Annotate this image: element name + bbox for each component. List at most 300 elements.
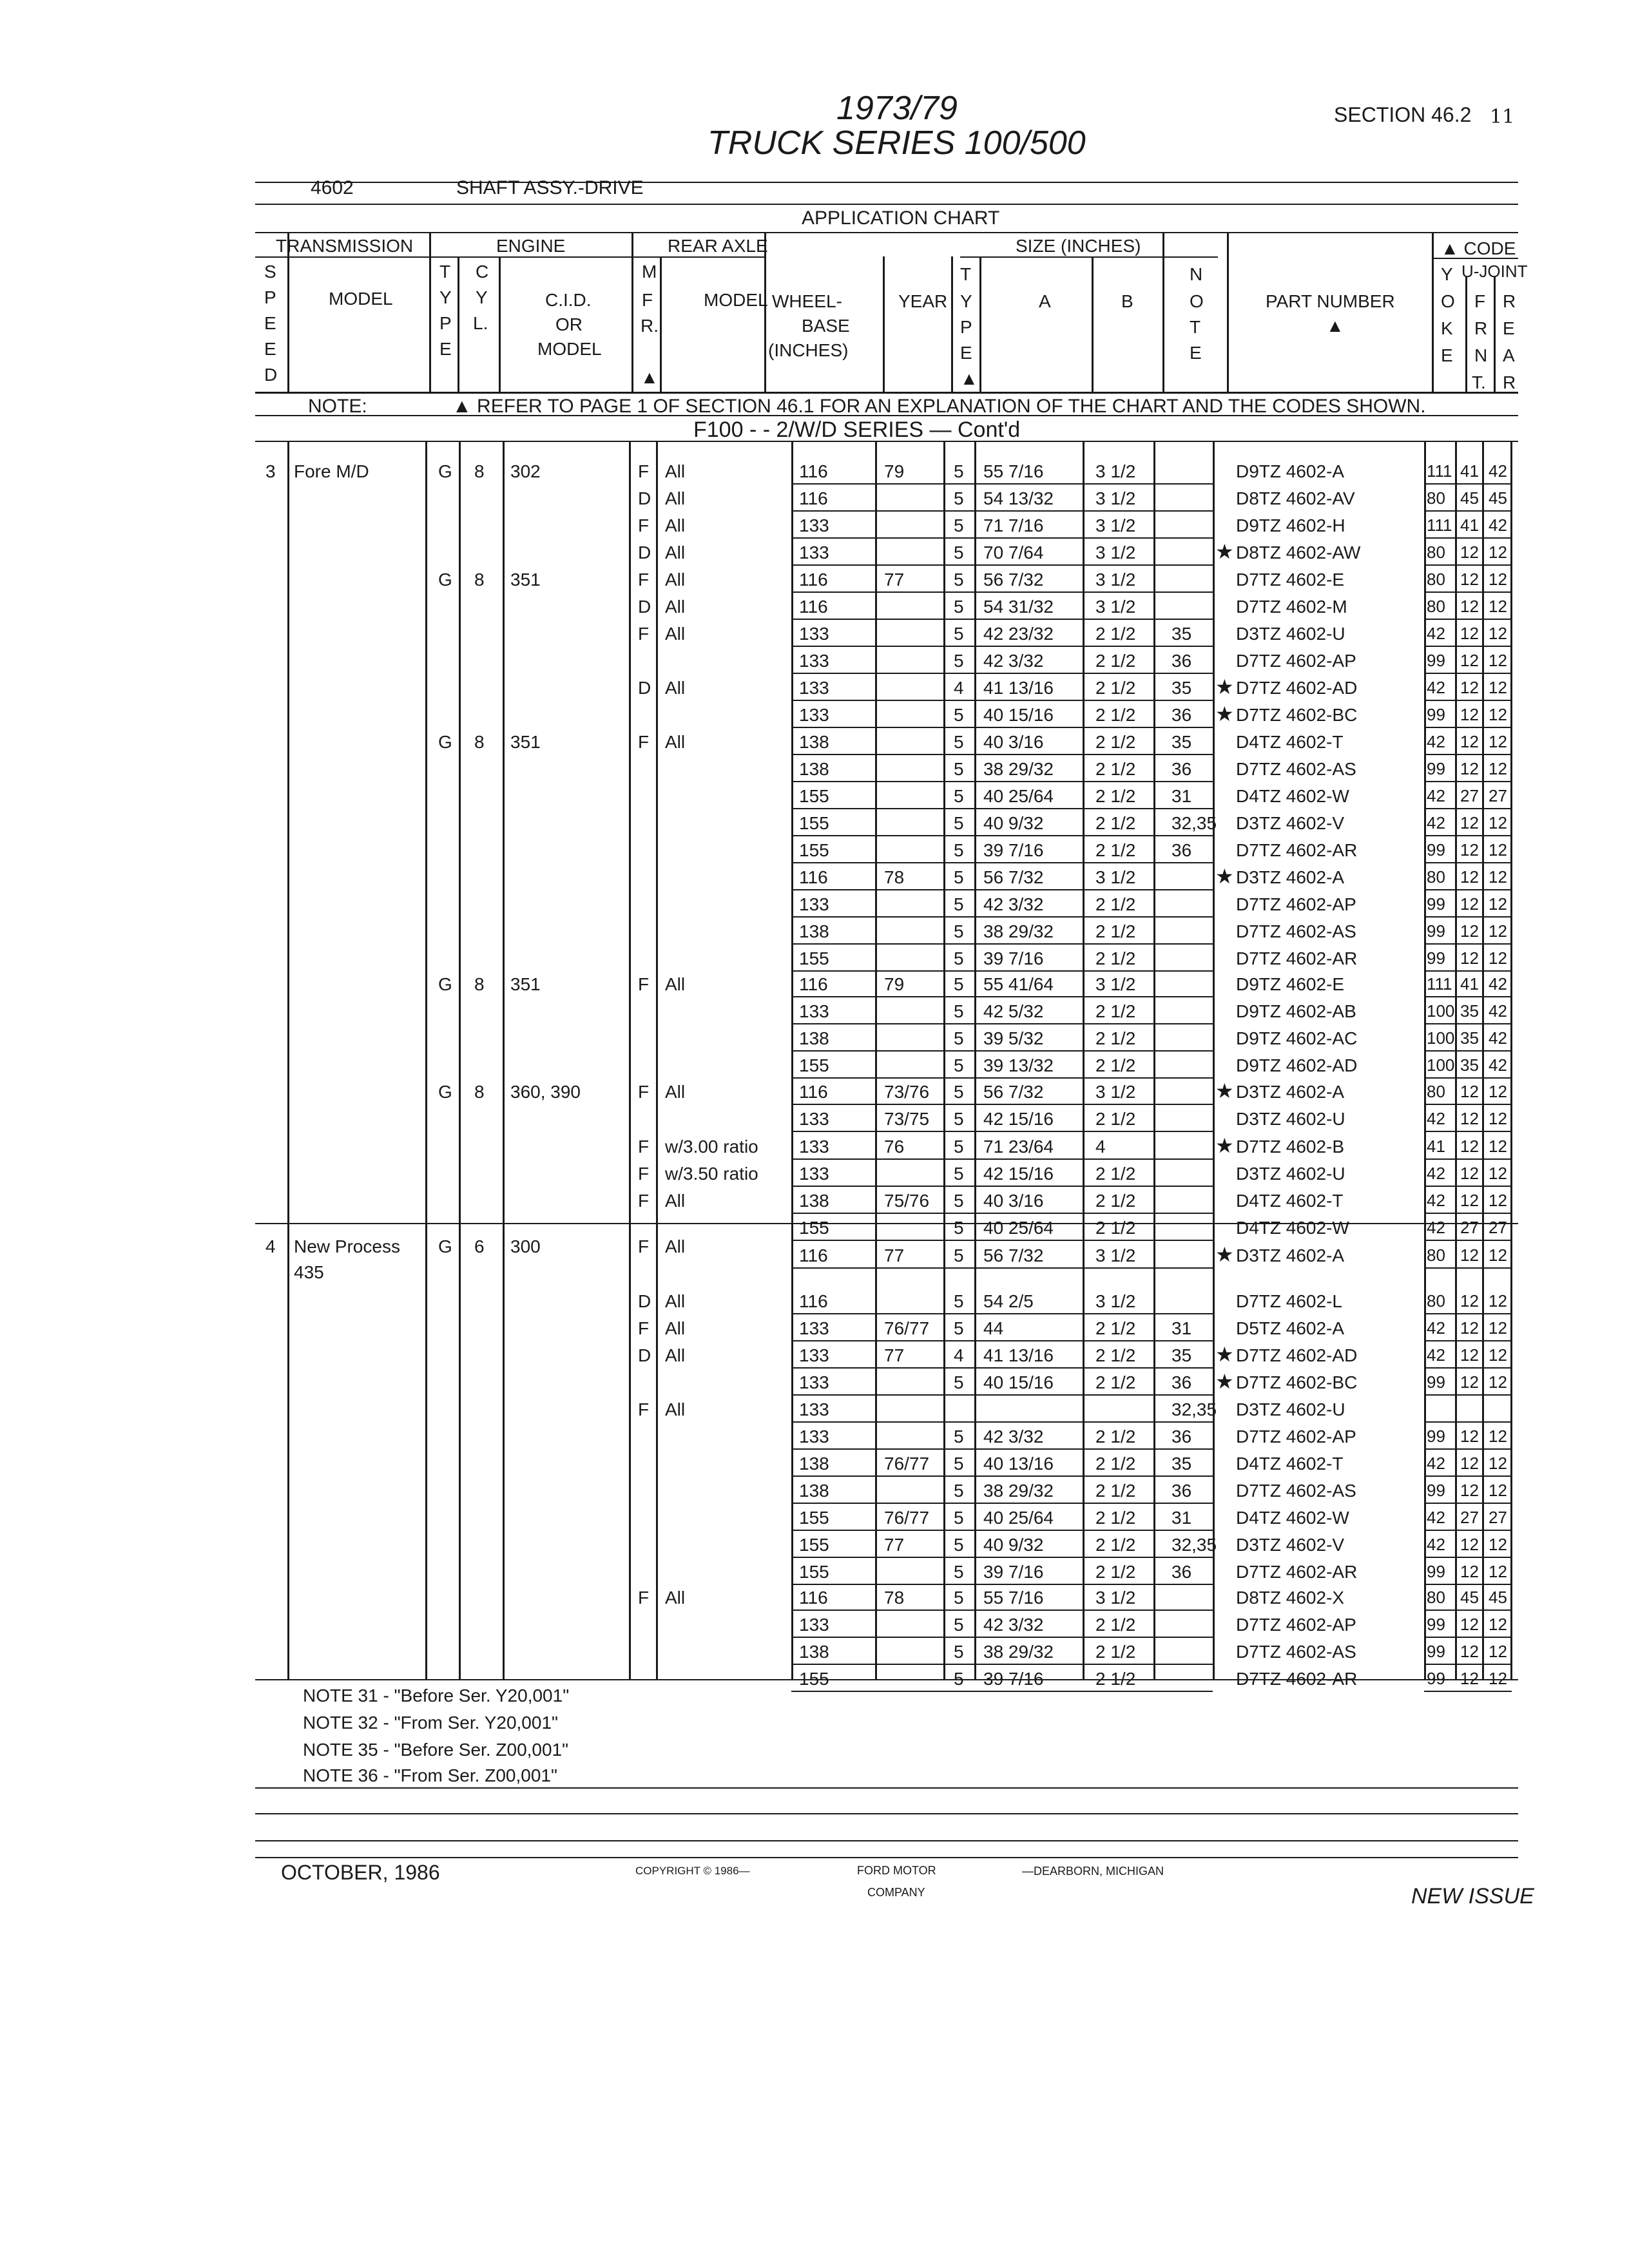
row-rule xyxy=(791,808,1213,809)
dimension-a: 55 7/16 xyxy=(983,1588,1044,1608)
row-rule xyxy=(791,1267,1213,1269)
axle-model: All xyxy=(665,1399,686,1419)
part-number: D7TZ 4602-B xyxy=(1236,1137,1345,1157)
type-value: 5 xyxy=(954,1318,964,1338)
rear-code: 12 xyxy=(1489,1191,1507,1210)
part-number: D7TZ 4602-AD xyxy=(1236,678,1358,698)
speed-letter: P xyxy=(264,287,276,307)
axle-model: w/3.00 ratio xyxy=(665,1137,758,1157)
type-value: 5 xyxy=(954,867,964,887)
rear-code: 12 xyxy=(1489,1669,1507,1688)
table-line xyxy=(1213,441,1215,1679)
front-code: 35 xyxy=(1460,1055,1479,1075)
dimension-b: 2 1/2 xyxy=(1095,1001,1136,1021)
wheelbase-value: 133 xyxy=(799,543,829,562)
note-letter: N xyxy=(1190,264,1203,284)
dimension-b: 2 1/2 xyxy=(1095,732,1136,752)
rear-letter: A xyxy=(1503,345,1515,365)
dimension-b: 3 1/2 xyxy=(1095,488,1136,508)
type-value: 5 xyxy=(954,597,964,617)
front-code: 12 xyxy=(1460,1245,1479,1265)
yoke-code: 99 xyxy=(1427,1615,1445,1634)
part-number: D8TZ 4602-AV xyxy=(1236,488,1355,508)
wheelbase-value: 133 xyxy=(799,705,829,725)
footnote: NOTE 35 - "Before Ser. Z00,001" xyxy=(303,1740,569,1760)
note-value: 35 xyxy=(1171,732,1192,752)
rear-code: 12 xyxy=(1489,1137,1507,1156)
speed-letter: S xyxy=(264,262,276,282)
front-code: 12 xyxy=(1460,1109,1479,1128)
part-number: D3TZ 4602-V xyxy=(1236,813,1345,833)
row-rule xyxy=(1424,808,1512,809)
front-code: 12 xyxy=(1460,1427,1479,1446)
wheelbase-value: 133 xyxy=(799,1137,829,1157)
dimension-b: 2 1/2 xyxy=(1095,786,1136,806)
footnote: NOTE 31 - "Before Ser. Y20,001" xyxy=(303,1686,570,1706)
row-rule xyxy=(1424,1637,1512,1638)
year-value: 78 xyxy=(884,867,905,887)
year-value: 77 xyxy=(884,1345,905,1365)
mfr-marker: ▲ xyxy=(641,367,659,387)
yoke-code: 42 xyxy=(1427,678,1445,697)
engine-cid: 351 xyxy=(510,570,541,590)
rear-code: 45 xyxy=(1489,488,1507,508)
table-rule xyxy=(255,232,1518,233)
part-group-number: 4602 xyxy=(311,177,354,198)
rear-code: 12 xyxy=(1489,705,1507,724)
row-rule xyxy=(1424,1131,1512,1132)
axle-model: All xyxy=(665,974,686,994)
table-line xyxy=(943,441,945,1679)
dimension-b: 2 1/2 xyxy=(1095,1615,1136,1635)
dimension-a: 39 13/32 xyxy=(983,1055,1054,1075)
engine-cid: 300 xyxy=(510,1236,541,1256)
type-letter: P xyxy=(960,317,972,337)
rear-code: 27 xyxy=(1489,1508,1507,1527)
row-rule xyxy=(791,1637,1213,1638)
rear-letter: R xyxy=(1503,291,1516,311)
front-letter: F xyxy=(1474,291,1486,311)
wheelbase-value: 155 xyxy=(799,1055,829,1075)
part-number: D4TZ 4602-T xyxy=(1236,732,1344,752)
front-code: 12 xyxy=(1460,1345,1479,1365)
dimension-a: 70 7/64 xyxy=(983,543,1044,562)
year-value: 73/76 xyxy=(884,1082,930,1102)
speed-letter: E xyxy=(264,339,276,359)
dimension-b: 2 1/2 xyxy=(1095,1642,1136,1662)
rear-code: 42 xyxy=(1489,515,1507,535)
part-number: D9TZ 4602-AB xyxy=(1236,1001,1356,1021)
axle-mfr: D xyxy=(638,1345,651,1365)
cid-header: MODEL xyxy=(537,339,602,359)
wheelbase-value: 116 xyxy=(799,597,828,617)
dimension-b: 2 1/2 xyxy=(1095,948,1136,968)
yoke-code: 100 xyxy=(1427,1001,1455,1021)
type-value: 5 xyxy=(954,624,964,644)
row-rule xyxy=(1424,673,1512,674)
wheelbase-value: 133 xyxy=(799,1345,829,1365)
table-line xyxy=(791,441,793,1679)
note-letter: T xyxy=(1190,317,1201,337)
note-value: 32,35 xyxy=(1171,813,1217,833)
type-value: 5 xyxy=(954,974,964,994)
rear-code: 45 xyxy=(1489,1588,1507,1607)
yoke-code: 100 xyxy=(1427,1028,1455,1048)
dimension-a: 39 7/16 xyxy=(983,1562,1044,1582)
yoke-code: 99 xyxy=(1427,1427,1445,1446)
dimension-b: 2 1/2 xyxy=(1095,921,1136,941)
axle-model-header: MODEL xyxy=(704,290,768,310)
axle-mfr: F xyxy=(638,732,650,752)
row-rule xyxy=(1424,1213,1512,1214)
yoke-letter: K xyxy=(1441,318,1453,338)
dimension-a: 42 3/32 xyxy=(983,894,1044,914)
part-number: D4TZ 4602-T xyxy=(1236,1191,1344,1211)
part-number: D7TZ 4602-AS xyxy=(1236,1642,1356,1662)
row-rule xyxy=(791,619,1213,620)
part-number: D8TZ 4602-AW xyxy=(1236,543,1361,562)
b-header: B xyxy=(1121,291,1133,311)
rear-code: 12 xyxy=(1489,624,1507,643)
dimension-a: 38 29/32 xyxy=(983,1642,1054,1662)
wheelbase-value: 133 xyxy=(799,1318,829,1338)
dimension-a: 42 3/32 xyxy=(983,1427,1044,1446)
wheelbase-value: 133 xyxy=(799,651,829,671)
table-rule xyxy=(960,256,1218,258)
axle-model: All xyxy=(665,488,686,508)
type-value: 5 xyxy=(954,1055,964,1075)
dimension-a: 40 25/64 xyxy=(983,1218,1054,1238)
mfr-letter: R. xyxy=(641,316,659,336)
star-icon: ★ xyxy=(1215,1370,1234,1393)
front-code: 12 xyxy=(1460,543,1479,562)
row-rule xyxy=(1424,727,1512,728)
dimension-a: 39 7/16 xyxy=(983,1669,1044,1689)
table-line xyxy=(1083,441,1084,1679)
table-line xyxy=(875,441,877,1679)
row-rule xyxy=(791,1050,1213,1052)
type-value: 5 xyxy=(954,948,964,968)
wheelbase-value: 133 xyxy=(799,1164,829,1184)
cyl-letter: Y xyxy=(476,287,488,307)
cid-header: C.I.D. xyxy=(545,290,592,310)
table-line xyxy=(1432,232,1434,392)
dimension-b: 3 1/2 xyxy=(1095,597,1136,617)
star-icon: ★ xyxy=(1215,865,1234,888)
dimension-a: 40 13/16 xyxy=(983,1454,1054,1474)
yoke-code: 80 xyxy=(1427,570,1445,589)
cyl-letter: L. xyxy=(473,313,488,333)
dimension-b: 2 1/2 xyxy=(1095,894,1136,914)
wheelbase-value: 133 xyxy=(799,1399,829,1419)
rear-code: 12 xyxy=(1489,1642,1507,1661)
wheelbase-value: 133 xyxy=(799,1109,829,1129)
table-line xyxy=(1494,277,1496,392)
table-line xyxy=(660,256,662,392)
yoke-code: 80 xyxy=(1427,488,1445,508)
table-line xyxy=(1162,232,1164,392)
row-rule xyxy=(791,1186,1213,1187)
rear-code: 12 xyxy=(1489,1109,1507,1128)
front-code: 12 xyxy=(1460,1642,1479,1661)
type-value: 5 xyxy=(954,1164,964,1184)
front-code: 27 xyxy=(1460,1508,1479,1527)
rear-code: 42 xyxy=(1489,1055,1507,1075)
axle-model: All xyxy=(665,543,686,562)
transmission-model: 435 xyxy=(294,1262,324,1282)
table-line xyxy=(1092,256,1094,392)
type-letter: Y xyxy=(960,291,972,311)
part-number: D9TZ 4602-AC xyxy=(1236,1028,1358,1048)
dimension-b: 2 1/2 xyxy=(1095,624,1136,644)
part-number: D9TZ 4602-H xyxy=(1236,515,1345,535)
dimension-b: 2 1/2 xyxy=(1095,1055,1136,1075)
front-code: 27 xyxy=(1460,786,1479,805)
row-rule xyxy=(791,835,1213,836)
footer-company: FORD MOTOR xyxy=(857,1864,936,1877)
yoke-code: 99 xyxy=(1427,1372,1445,1392)
row-rule xyxy=(791,1367,1213,1369)
type-value: 5 xyxy=(954,543,964,562)
axle-model: All xyxy=(665,1318,686,1338)
type-value: 5 xyxy=(954,1137,964,1157)
row-rule xyxy=(791,673,1213,674)
row-rule xyxy=(1424,1313,1512,1314)
wheelbase-value: 133 xyxy=(799,1001,829,1021)
row-rule xyxy=(791,1448,1213,1450)
dimension-a: 54 2/5 xyxy=(983,1291,1034,1311)
part-number: D3TZ 4602-U xyxy=(1236,1109,1345,1129)
front-code: 12 xyxy=(1460,1669,1479,1688)
rule xyxy=(255,204,1518,205)
part-number: D3TZ 4602-A xyxy=(1236,1245,1345,1265)
engine-cid: 302 xyxy=(510,461,541,481)
rear-code: 12 xyxy=(1489,1535,1507,1554)
yoke-code: 42 xyxy=(1427,1109,1445,1128)
row-rule xyxy=(791,1158,1213,1160)
type-value: 5 xyxy=(954,1481,964,1501)
axle-mfr: F xyxy=(638,624,650,644)
row-rule xyxy=(1424,1503,1512,1504)
part-number: D7TZ 4602-AS xyxy=(1236,921,1356,941)
row-rule xyxy=(1424,1023,1512,1024)
table-line xyxy=(1510,441,1512,1679)
rear-code: 12 xyxy=(1489,651,1507,670)
note-text: ▲ REFER TO PAGE 1 OF SECTION 46.1 FOR AN EXPLANATION OF THE CHART AND THE CODES SHOWN. xyxy=(452,396,1426,417)
rear-code: 12 xyxy=(1489,732,1507,751)
yoke-code: 99 xyxy=(1427,1562,1445,1581)
note-value: 36 xyxy=(1171,651,1192,671)
axle-mfr: F xyxy=(638,570,650,590)
dimension-b: 2 1/2 xyxy=(1095,1481,1136,1501)
note-value: 31 xyxy=(1171,1318,1192,1338)
rear-code: 12 xyxy=(1489,1481,1507,1500)
front-code: 12 xyxy=(1460,1615,1479,1634)
yoke-code: 99 xyxy=(1427,921,1445,941)
part-number: D3TZ 4602-U xyxy=(1236,624,1345,644)
row-rule xyxy=(1424,1340,1512,1341)
wheelbase-value: 133 xyxy=(799,624,829,644)
dimension-b: 2 1/2 xyxy=(1095,1427,1136,1446)
axle-model: All xyxy=(665,732,686,752)
type-value: 5 xyxy=(954,759,964,779)
rear-code: 42 xyxy=(1489,461,1507,481)
dimension-b: 2 1/2 xyxy=(1095,840,1136,860)
wheelbase-value: 133 xyxy=(799,678,829,698)
dimension-a: 55 41/64 xyxy=(983,974,1054,994)
axle-mfr: F xyxy=(638,461,650,481)
rear-code: 12 xyxy=(1489,1318,1507,1338)
part-number: D9TZ 4602-AD xyxy=(1236,1055,1358,1075)
row-rule xyxy=(1424,970,1512,972)
dimension-b: 2 1/2 xyxy=(1095,1454,1136,1474)
star-icon: ★ xyxy=(1215,1134,1234,1157)
engine-header: ENGINE xyxy=(496,236,566,256)
front-code: 12 xyxy=(1460,1562,1479,1581)
engine-type: G xyxy=(438,570,452,590)
note-value: 35 xyxy=(1171,678,1192,698)
dimension-a: 42 3/32 xyxy=(983,1615,1044,1635)
front-code: 12 xyxy=(1460,948,1479,968)
axle-mfr: F xyxy=(638,974,650,994)
yoke-code: 80 xyxy=(1427,597,1445,616)
mfr-letter: M xyxy=(642,262,657,282)
yoke-code: 42 xyxy=(1427,1454,1445,1473)
table-line xyxy=(458,256,459,392)
axle-model: All xyxy=(665,570,686,590)
rear-code: 12 xyxy=(1489,813,1507,832)
rear-code: 12 xyxy=(1489,1562,1507,1581)
dimension-a: 44 xyxy=(983,1318,1004,1338)
note-value: 36 xyxy=(1171,1562,1192,1582)
front-code: 12 xyxy=(1460,624,1479,643)
dimension-b: 3 1/2 xyxy=(1095,1588,1136,1608)
axle-mfr: F xyxy=(638,1191,650,1211)
wheelbase-value: 155 xyxy=(799,786,829,806)
yoke-code: 42 xyxy=(1427,1508,1445,1527)
dimension-b: 2 1/2 xyxy=(1095,1191,1136,1211)
type-value: 5 xyxy=(954,1427,964,1446)
row-rule xyxy=(1424,483,1512,485)
section-number: SECTION 46.2 xyxy=(1334,103,1472,126)
row-rule xyxy=(791,996,1213,997)
front-code: 45 xyxy=(1460,488,1479,508)
dimension-b: 2 1/2 xyxy=(1095,1318,1136,1338)
row-rule xyxy=(1424,1267,1512,1269)
dimension-a: 56 7/32 xyxy=(983,867,1044,887)
part-number: D4TZ 4602-W xyxy=(1236,1508,1349,1528)
part-number: D7TZ 4602-AD xyxy=(1236,1345,1358,1365)
table-line xyxy=(1455,441,1457,1679)
wheelbase-value: 155 xyxy=(799,813,829,833)
rear-code: 12 xyxy=(1489,1372,1507,1392)
row-rule xyxy=(1424,1186,1512,1187)
part-number: D7TZ 4602-M xyxy=(1236,597,1347,617)
part-number: D7TZ 4602-AR xyxy=(1236,948,1358,968)
table-line xyxy=(974,441,976,1679)
dimension-a: 54 13/32 xyxy=(983,488,1054,508)
dimension-a: 42 15/16 xyxy=(983,1164,1054,1184)
type-letter: T xyxy=(439,262,451,282)
mfr-letter: F xyxy=(642,290,653,310)
row-rule xyxy=(1424,1691,1512,1692)
table-line xyxy=(951,256,953,392)
yoke-code: 42 xyxy=(1427,1535,1445,1554)
front-code: 12 xyxy=(1460,1454,1479,1473)
footnote: NOTE 32 - "From Ser. Y20,001" xyxy=(303,1713,558,1733)
type-value: 5 xyxy=(954,813,964,833)
rear-code: 12 xyxy=(1489,597,1507,616)
footer-company: COMPANY xyxy=(867,1886,925,1899)
type-value: 5 xyxy=(954,705,964,725)
axle-mfr: F xyxy=(638,1318,650,1338)
part-number: D7TZ 4602-AR xyxy=(1236,1562,1358,1582)
row-rule xyxy=(1424,862,1512,863)
footer-location: —DEARBORN, MICHIGAN xyxy=(1022,1865,1164,1878)
type-letter: E xyxy=(439,339,452,359)
dimension-b: 2 1/2 xyxy=(1095,813,1136,833)
front-code: 12 xyxy=(1460,840,1479,860)
yoke-code: 42 xyxy=(1427,1318,1445,1338)
dimension-a: 56 7/32 xyxy=(983,570,1044,590)
front-code: 12 xyxy=(1460,1318,1479,1338)
rear-code: 12 xyxy=(1489,1427,1507,1446)
part-number: D7TZ 4602-BC xyxy=(1236,1372,1358,1392)
table-line xyxy=(425,441,427,1679)
note-value: 36 xyxy=(1171,1372,1192,1392)
dimension-b: 2 1/2 xyxy=(1095,1109,1136,1129)
wheelbase-value: 133 xyxy=(799,1427,829,1446)
wheelbase-value: 138 xyxy=(799,1028,829,1048)
axle-model: All xyxy=(665,461,686,481)
front-code: 12 xyxy=(1460,1191,1479,1210)
part-number: D7TZ 4602-AP xyxy=(1236,894,1356,914)
footer-copyright: COPYRIGHT © 1986— xyxy=(635,1865,750,1877)
type-value: 5 xyxy=(954,461,964,481)
rear-code: 12 xyxy=(1489,678,1507,697)
wheelbase-value: 116 xyxy=(799,488,828,508)
series-heading: F100 - - 2/W/D SERIES — Cont'd xyxy=(693,418,1021,442)
dimension-a: 71 23/64 xyxy=(983,1137,1054,1157)
row-rule xyxy=(1424,781,1512,782)
year-value: 76/77 xyxy=(884,1318,930,1338)
row-rule xyxy=(1424,646,1512,647)
axle-model: All xyxy=(665,1236,686,1256)
type-value: 5 xyxy=(954,1028,964,1048)
wheelbase-value: 155 xyxy=(799,840,829,860)
wheelbase-value: 155 xyxy=(799,948,829,968)
type-value: 5 xyxy=(954,1535,964,1555)
dimension-a: 40 15/16 xyxy=(983,705,1054,725)
wheelbase-value: 116 xyxy=(799,1291,828,1311)
type-value: 5 xyxy=(954,1669,964,1689)
star-icon: ★ xyxy=(1215,1079,1234,1102)
yoke-code: 80 xyxy=(1427,1588,1445,1607)
axle-model: All xyxy=(665,597,686,617)
dimension-b: 2 1/2 xyxy=(1095,1508,1136,1528)
axle-model: All xyxy=(665,515,686,535)
dimension-b: 3 1/2 xyxy=(1095,867,1136,887)
wheelbase-value: 116 xyxy=(799,867,828,887)
front-code: 12 xyxy=(1460,651,1479,670)
yoke-code: 42 xyxy=(1427,786,1445,805)
front-code: 12 xyxy=(1460,1372,1479,1392)
wheelbase-value: 138 xyxy=(799,1642,829,1662)
dimension-b: 2 1/2 xyxy=(1095,1535,1136,1555)
part-number-marker: ▲ xyxy=(1326,316,1344,336)
row-rule xyxy=(791,1557,1213,1558)
row-rule xyxy=(1424,835,1512,836)
